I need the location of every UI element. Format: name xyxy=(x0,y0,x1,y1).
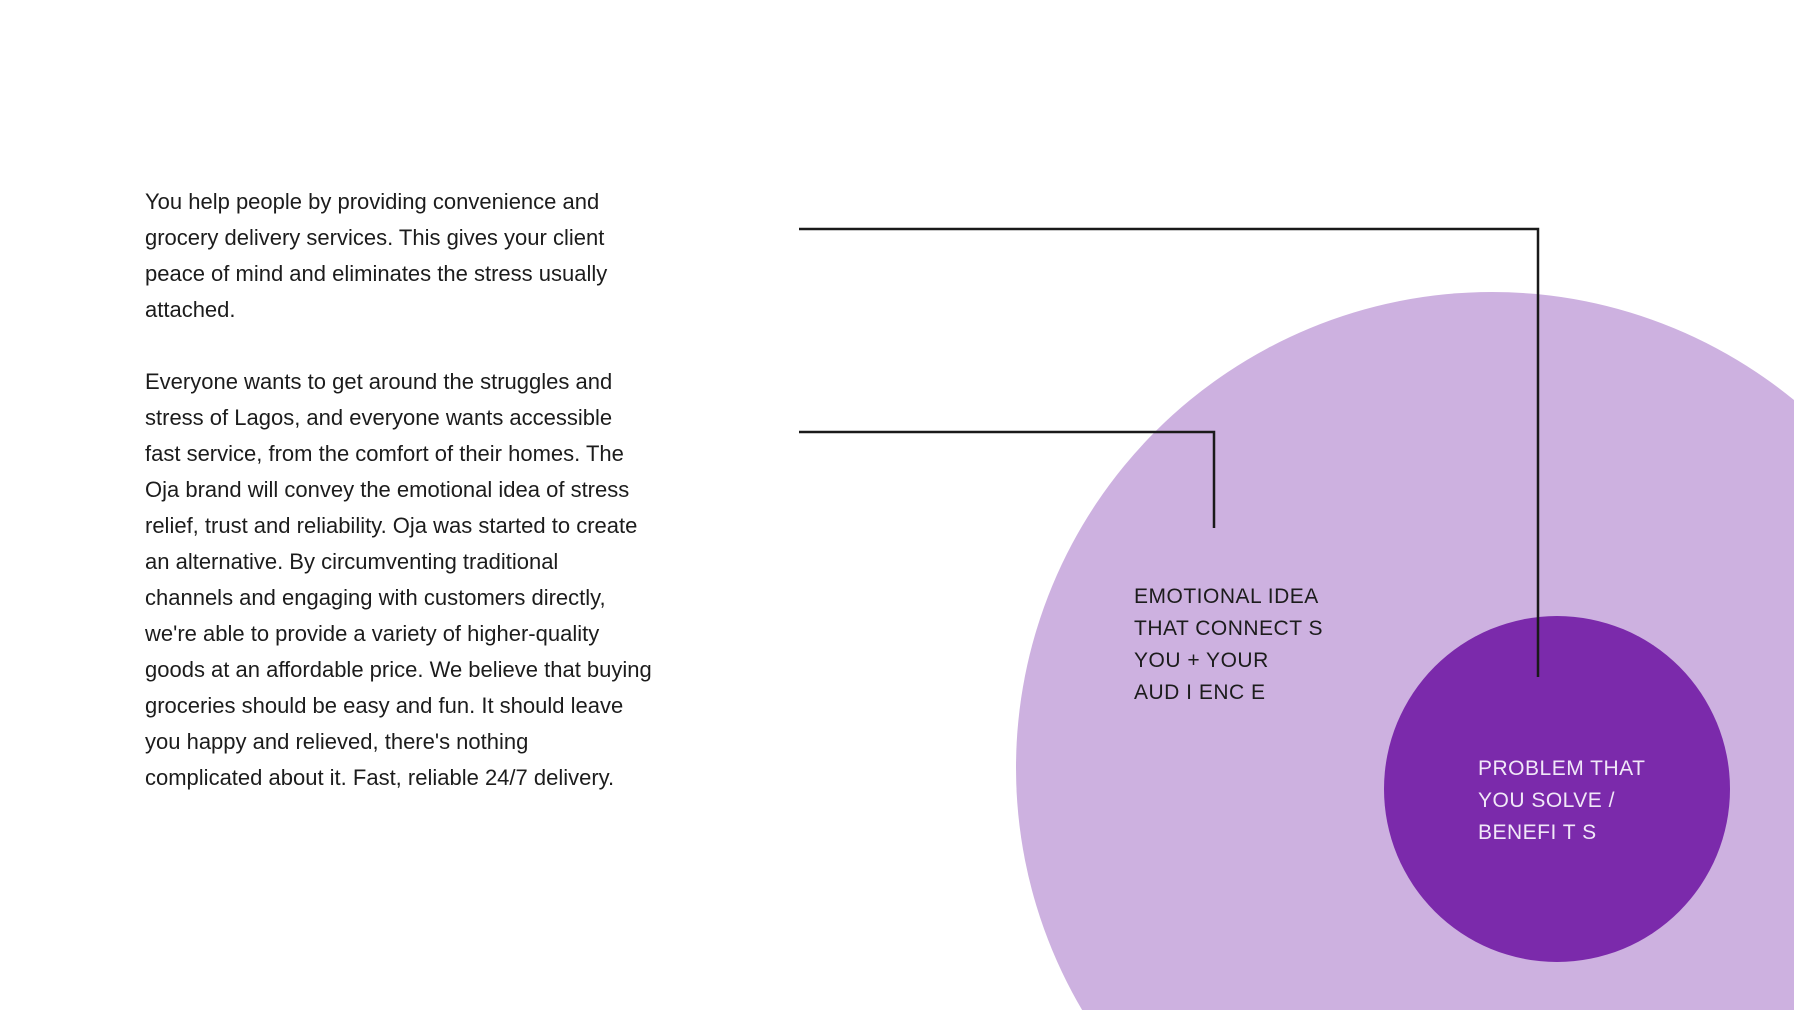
paragraph-emotional-idea: Everyone wants to get around the struggles and stress of Lagos, and everyone wants accessible fast service, from the comfort of their homes. The Oja brand will convey the emotional idea of stress relief, trust and reliability. Oja was started to create an alternative. By circumventing traditional channels and engaging with customers directly, we're able to provide a variety of higher-quality goods at an affordable price. We believe that buying groceries should be easy and fun. It should leave you happy and relieved, there's nothing complicated about it. Fast, reliable 24/7 delivery. xyxy=(145,369,652,790)
inner-circle-label: PROBLEM THAT YOU SOLVE / BENEFI T S xyxy=(1478,757,1646,844)
outer-circle-label: EMOTIONAL IDEA THAT CONNECT S YOU + YOUR AUD I ENC E xyxy=(1134,585,1324,704)
paragraph-problem-solved: You help people by providing convenience and grocery delivery services. This gives your client peace of mind and eliminates the stress usually attached. xyxy=(145,189,608,322)
